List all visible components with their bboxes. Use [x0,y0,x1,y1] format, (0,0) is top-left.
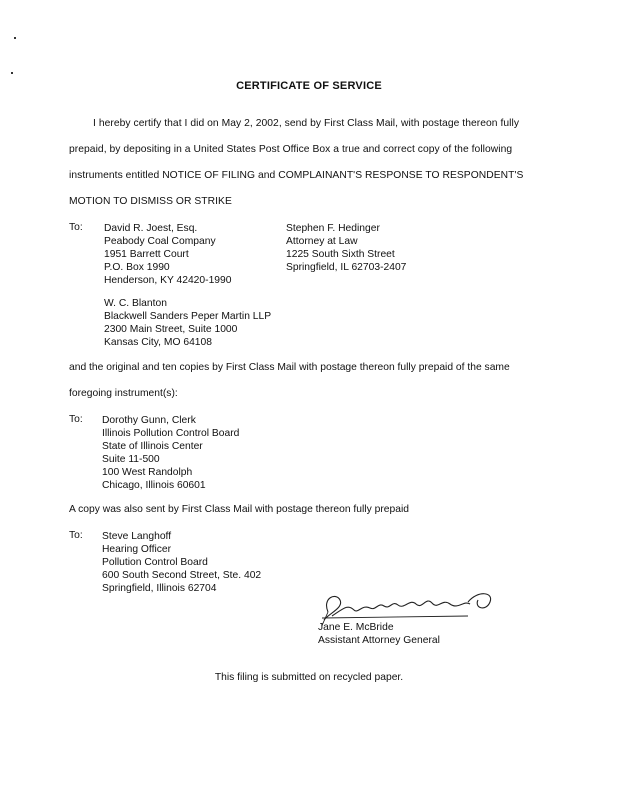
to-label: To: [69,222,83,233]
recipient-line: 1225 South Sixth Street [286,249,395,260]
intro-line-4: MOTION TO DISMISS OR STRIKE [69,196,232,207]
recipient-line: Hearing Officer [102,544,172,555]
to-label: To: [69,414,83,425]
recipient-line: Springfield, Illinois 62704 [102,583,217,594]
recipient-line: Pollution Control Board [102,557,208,568]
recipient-line: Suite 11-500 [102,454,160,465]
recipient-officer [102,530,261,595]
recipient-blanton [104,297,271,349]
recipient-line: State of Illinois Center [102,441,203,452]
scan-speck [11,72,13,74]
recipient-line: P.O. Box 1990 [104,262,170,273]
recycled-paper-note: This filing is submitted on recycled paper. [214,672,404,683]
recipient-line: Blackwell Sanders Peper Martin LLP [104,311,272,322]
recipient-line: Kansas City, MO 64108 [104,337,212,348]
recipient-line: Chicago, Illinois 60601 [102,480,206,491]
intro-line-1: I hereby certify that I did on May 2, 2002, send by First Class Mail, with postage thereon fully [93,118,520,129]
signer-name: Jane E. McBride [318,622,394,633]
recipient-line: Attorney at Law [286,236,358,247]
recipient-line: Steve Langhoff [102,531,172,542]
recipient-line: Henderson, KY 42420-1990 [104,275,232,286]
recipient-line: 100 West Randolph [102,467,193,478]
to-label: To: [69,530,83,541]
recipient-joest [104,222,231,287]
original-line-1: and the original and ten copies by First Class Mail with postage thereon fully prepaid of the same [69,362,510,373]
recipient-line: 1951 Barrett Court [104,249,189,260]
recipient-line: Peabody Coal Company [104,236,216,247]
document-title: CERTIFICATE OF SERVICE [236,80,382,92]
recipient-line: 600 South Second Street, Ste. 402 [102,570,262,581]
recipient-line: Springfield, IL 62703-2407 [286,262,407,273]
signer-title: Assistant Attorney General [318,635,440,646]
recipient-line: Stephen F. Hedinger [286,223,380,234]
recipient-line: Dorothy Gunn, Clerk [102,415,196,426]
recipient-line: Illinois Pollution Control Board [102,428,240,439]
copy-line: A copy was also sent by First Class Mail with postage thereon fully prepaid [69,504,409,515]
intro-line-2: prepaid, by depositing in a United States Post Office Box a true and correct copy of the following [69,144,513,155]
recipient-hedinger [286,222,406,274]
scan-speck [14,37,16,39]
intro-line-3: instruments entitled NOTICE OF FILING and COMPLAINANT'S RESPONSE TO RESPONDENT'S [69,170,524,181]
handwritten-signature [318,586,508,626]
signer-block [318,621,440,647]
recipient-clerk [102,414,239,492]
recipient-line: 2300 Main Street, Suite 1000 [104,324,238,335]
recipient-line: David R. Joest, Esq. [104,223,198,234]
original-line-2: foregoing instrument(s): [69,388,178,399]
recipient-line: W. C. Blanton [104,298,167,309]
